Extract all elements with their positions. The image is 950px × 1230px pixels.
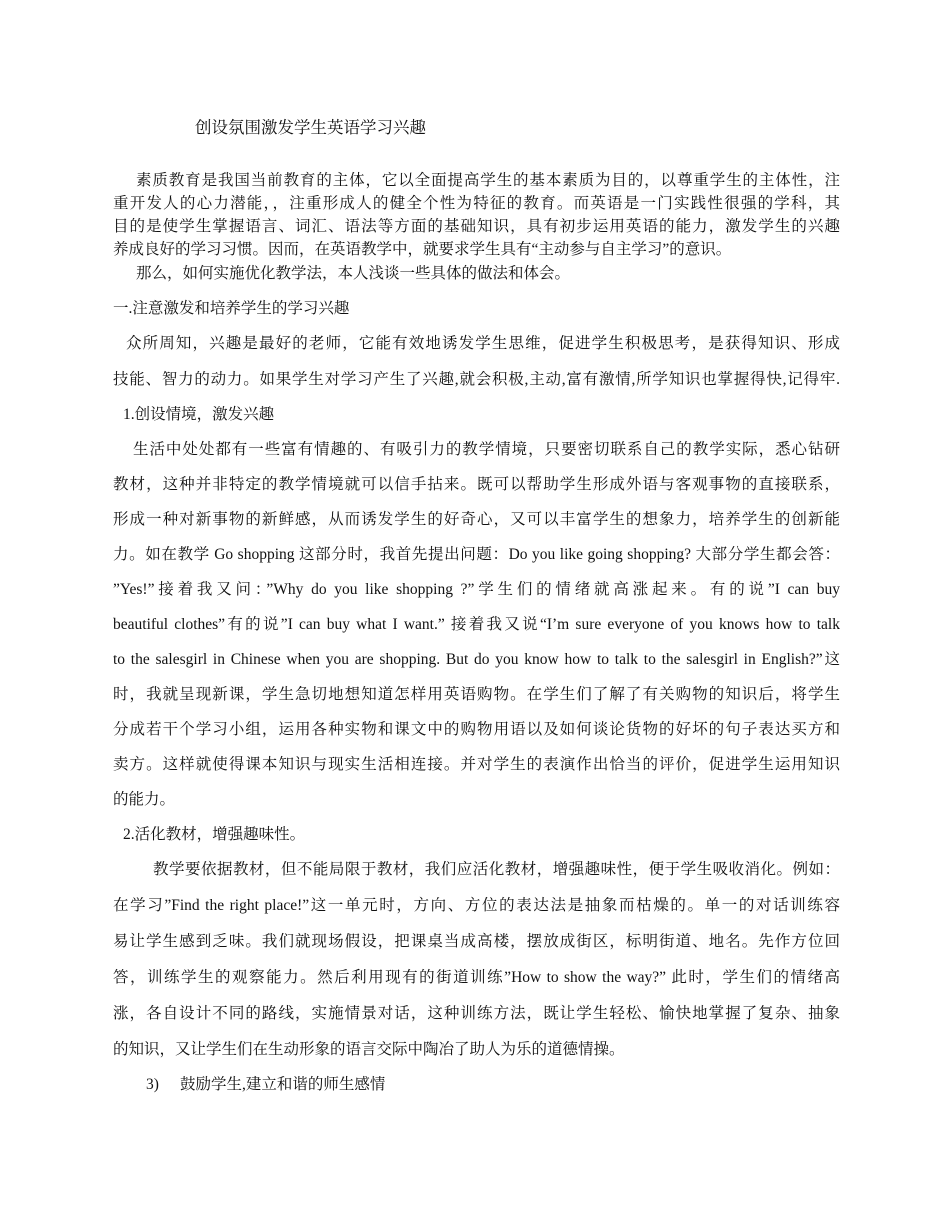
sub3-number: 3) xyxy=(146,1076,159,1093)
sub1-line-7: to the salesgirl in Chinese when you are shopping. But do you know how to talk to the salesgirl in English?”这 xyxy=(113,651,840,668)
section1-para-line-1: 众所周知，兴趣是最好的老师，它能有效地诱发学生思维，促进学生积极思考，是获得知识、形成 xyxy=(126,335,840,352)
sub2-line-1: 教学要依据教材，但不能局限于教材，我们应活化教材，增强趣味性，便于学生吸收消化。例如： xyxy=(153,861,840,878)
sub1-line-11: 的能力。 xyxy=(113,791,176,808)
section1-para-line-2: 技能、智力的动力。如果学生对学习产生了兴趣,就会积极,主动,富有激情,所学知识也掌握得快,记得牢. xyxy=(113,371,840,388)
sub1-line-5: ”Yes!”接着我又问：”Why do you like shopping ?”学生们的情绪就高涨起来。有的说”I can buy xyxy=(113,581,840,598)
sub2-heading: 2.活化教材，增强趣味性。 xyxy=(123,826,306,843)
sub1-line-3: 形成一种对新事物的新鲜感，从而诱发学生的好奇心，又可以丰富学生的想象力，培养学生的创新能 xyxy=(113,511,840,528)
sub2-line-5: 涨，各自设计不同的路线，实施情景对话，这种训练方法，既让学生轻松、愉快地掌握了复杂、抽象 xyxy=(113,1005,840,1022)
document-title: 创设氛围激发学生英语学习兴趣 xyxy=(195,118,426,137)
intro-line-3: 目的是使学生掌握语言、词汇、语法等方面的基础知识，具有初步运用英语的能力，激发学生的兴趣 xyxy=(113,218,840,235)
sub2-line-3: 易让学生感到乏味。我们就现场假设，把课桌当成高楼，摆放成街区，标明街道、地名。先作方位回 xyxy=(113,933,840,950)
sub2-line-4: 答，训练学生的观察能力。然后利用现有的街道训练”How to show the way?” 此时，学生们的情绪高 xyxy=(113,969,840,986)
transition-line: 那么，如何实施优化教学法，本人浅谈一些具体的做法和体会。 xyxy=(136,265,571,282)
sub2-line-6: 的知识，又让学生们在生动形象的语言交际中陶冶了助人为乐的道德情操。 xyxy=(113,1041,625,1058)
sub1-line-4: 力。如在教学 Go shopping 这部分时，我首先提出问题：Do you like going shopping? 大部分学生都会答： xyxy=(113,546,840,563)
sub3-heading: 鼓励学生,建立和谐的师生感情 xyxy=(180,1076,386,1093)
sub1-line-2: 教材，这种并非特定的教学情境就可以信手拈来。既可以帮助学生形成外语与客观事物的直接联系， xyxy=(113,476,840,493)
intro-line-2: 重开发人的心力潜能，，注重形成人的健全个性为特征的教育。而英语是一门实践性很强的学科，其 xyxy=(113,195,840,212)
sub1-line-8: 时，我就呈现新课，学生急切地想知道怎样用英语购物。在学生们了解了有关购物的知识后，将学生 xyxy=(113,686,840,703)
sub2-line-2: 在学习”Find the right place!”这一单元时，方向、方位的表达法是抽象而枯燥的。单一的对话训练容 xyxy=(113,897,840,914)
sub1-line-9: 分成若干个学习小组，运用各种实物和课文中的购物用语以及如何谈论货物的好坏的句子表达买方和 xyxy=(113,721,840,738)
section1-heading: 一.注意激发和培养学生的学习兴趣 xyxy=(113,300,350,317)
intro-line-4: 养成良好的学习习惯。因而，在英语教学中，就要求学生具有“主动参与自主学习”的意识。 xyxy=(113,241,732,258)
sub1-heading: 1.创设情境，激发兴趣 xyxy=(123,406,275,423)
sub1-line-6: beautiful clothes”有的说”I can buy what I want.” 接着我又说“I’m sure everyone of you knows how to talk xyxy=(113,616,840,633)
intro-line-1: 素质教育是我国当前教育的主体，它以全面提高学生的基本素质为目的，以尊重学生的主体性，注 xyxy=(136,172,840,189)
sub1-line-1: 生活中处处都有一些富有情趣的、有吸引力的教学情境，只要密切联系自己的教学实际，悉心钻研 xyxy=(133,441,840,458)
sub1-line-10: 卖方。这样就使得课本知识与现实生活相连接。并对学生的表演作出恰当的评价，促进学生运用知识 xyxy=(113,756,840,773)
